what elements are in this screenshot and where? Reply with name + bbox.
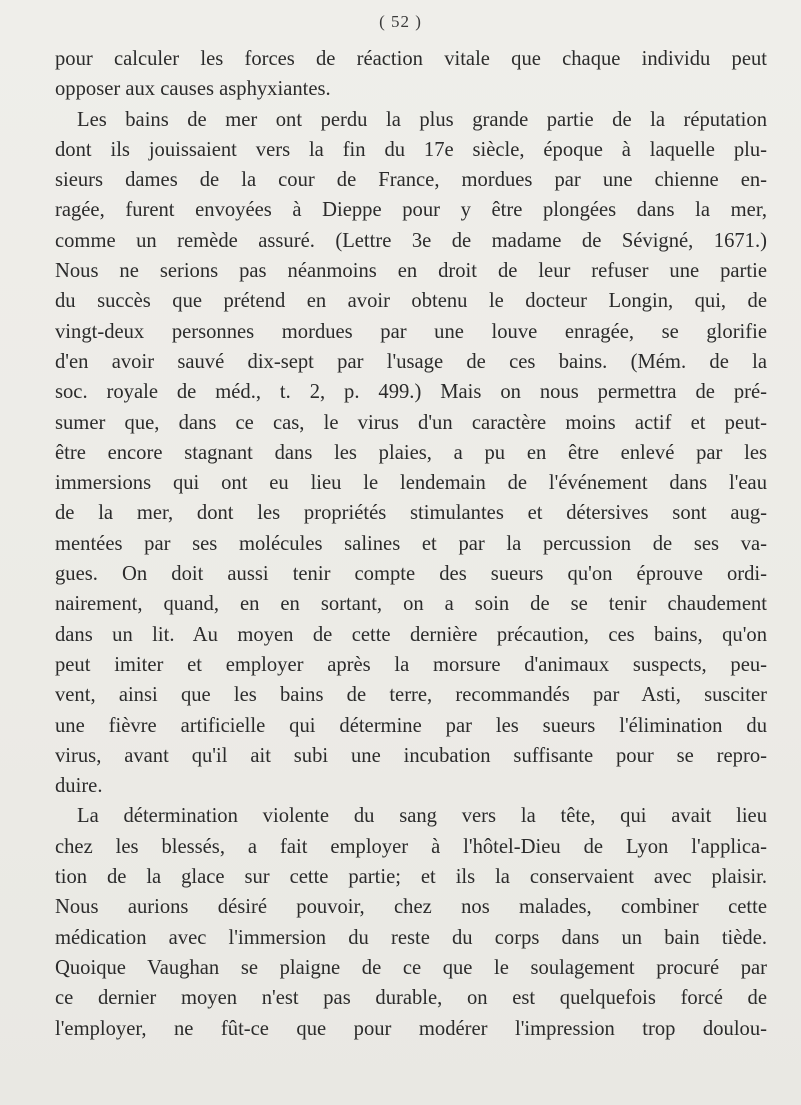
text-line: être encore stagnant dans les plaies, a pu en être enlevé par les — [55, 441, 767, 464]
text-line: sieurs dames de la cour de France, mordues par une chienne en- — [55, 169, 767, 192]
text-line: gues. On doit aussi tenir compte des sueurs qu'on éprouve ordi- — [55, 563, 767, 586]
text-line: Les bains de mer ont perdu la plus grande partie de la réputation — [77, 108, 767, 131]
text-line: Nous aurions désiré pouvoir, chez nos malades, combiner cette — [55, 896, 767, 919]
text-line: immersions qui ont eu lieu le lendemain de l'événement dans l'eau — [55, 472, 767, 495]
text-line: virus, avant qu'il ait subi une incubation suffisante pour se repro- — [55, 744, 767, 767]
text-line: soc. royale de méd., t. 2, p. 499.) Mais on nous permettra de pré- — [55, 381, 767, 404]
text-line: mentées par ses molécules salines et par la percussion de ses va- — [55, 532, 767, 555]
text-line: tion de la glace sur cette partie; et ils la conservaient avec plaisir. — [55, 866, 767, 889]
text-line: La détermination violente du sang vers la tête, qui avait lieu — [77, 805, 767, 828]
text-line: ragée, furent envoyées à Dieppe pour y être plongées dans la mer, — [55, 199, 767, 222]
text-line: pour calculer les forces de réaction vitale que chaque individu peut — [55, 48, 767, 70]
text-line: dont ils jouissaient vers la fin du 17e siècle, époque à laquelle plu- — [55, 138, 767, 161]
body-text — [55, 44, 767, 1044]
text-line: dans un lit. Au moyen de cette dernière précaution, ces bains, qu'on — [55, 623, 767, 646]
text-line: l'employer, ne fût-ce que pour modérer l'impression trop doulou- — [55, 1017, 767, 1040]
page-number: ( 52 ) — [379, 12, 422, 31]
text-line: comme un remède assuré. (Lettre 3e de madame de Sévigné, 1671.) — [55, 229, 767, 252]
text-line: du succès que prétend en avoir obtenu le docteur Longin, qui, de — [55, 290, 767, 313]
text-line: vent, ainsi que les bains de terre, recommandés par Asti, susciter — [55, 684, 767, 707]
text-line: de la mer, dont les propriétés stimulantes et détersives sont aug- — [55, 502, 767, 525]
text-line: ce dernier moyen n'est pas durable, on est quelquefois forcé de — [55, 987, 767, 1010]
text-line: nairement, quand, en en sortant, on a soin de se tenir chaudement — [55, 593, 767, 616]
text-line: sumer que, dans ce cas, le virus d'un caractère moins actif et peut- — [55, 411, 767, 434]
text-line: chez les blessés, a fait employer à l'hôtel-Dieu de Lyon l'applica- — [55, 835, 767, 858]
text-line: une fièvre artificielle qui détermine par les sueurs l'élimination du — [55, 714, 767, 737]
text-line: d'en avoir sauvé dix-sept par l'usage de ces bains. (Mém. de la — [55, 350, 767, 373]
text-line: Quoique Vaughan se plaigne de ce que le soulagement procuré par — [55, 956, 767, 979]
text-line: peut imiter et employer après la morsure d'animaux suspects, peu- — [55, 653, 767, 676]
text-line: opposer aux causes asphyxiantes. — [55, 78, 331, 101]
text-line: Nous ne serions pas néanmoins en droit de leur refuser une partie — [55, 260, 767, 283]
text-line: vingt-deux personnes mordues par une louve enragée, se glorifie — [55, 320, 767, 343]
text-line: duire. — [55, 775, 103, 798]
text-line: médication avec l'immersion du reste du corps dans un bain tiède. — [55, 926, 767, 949]
